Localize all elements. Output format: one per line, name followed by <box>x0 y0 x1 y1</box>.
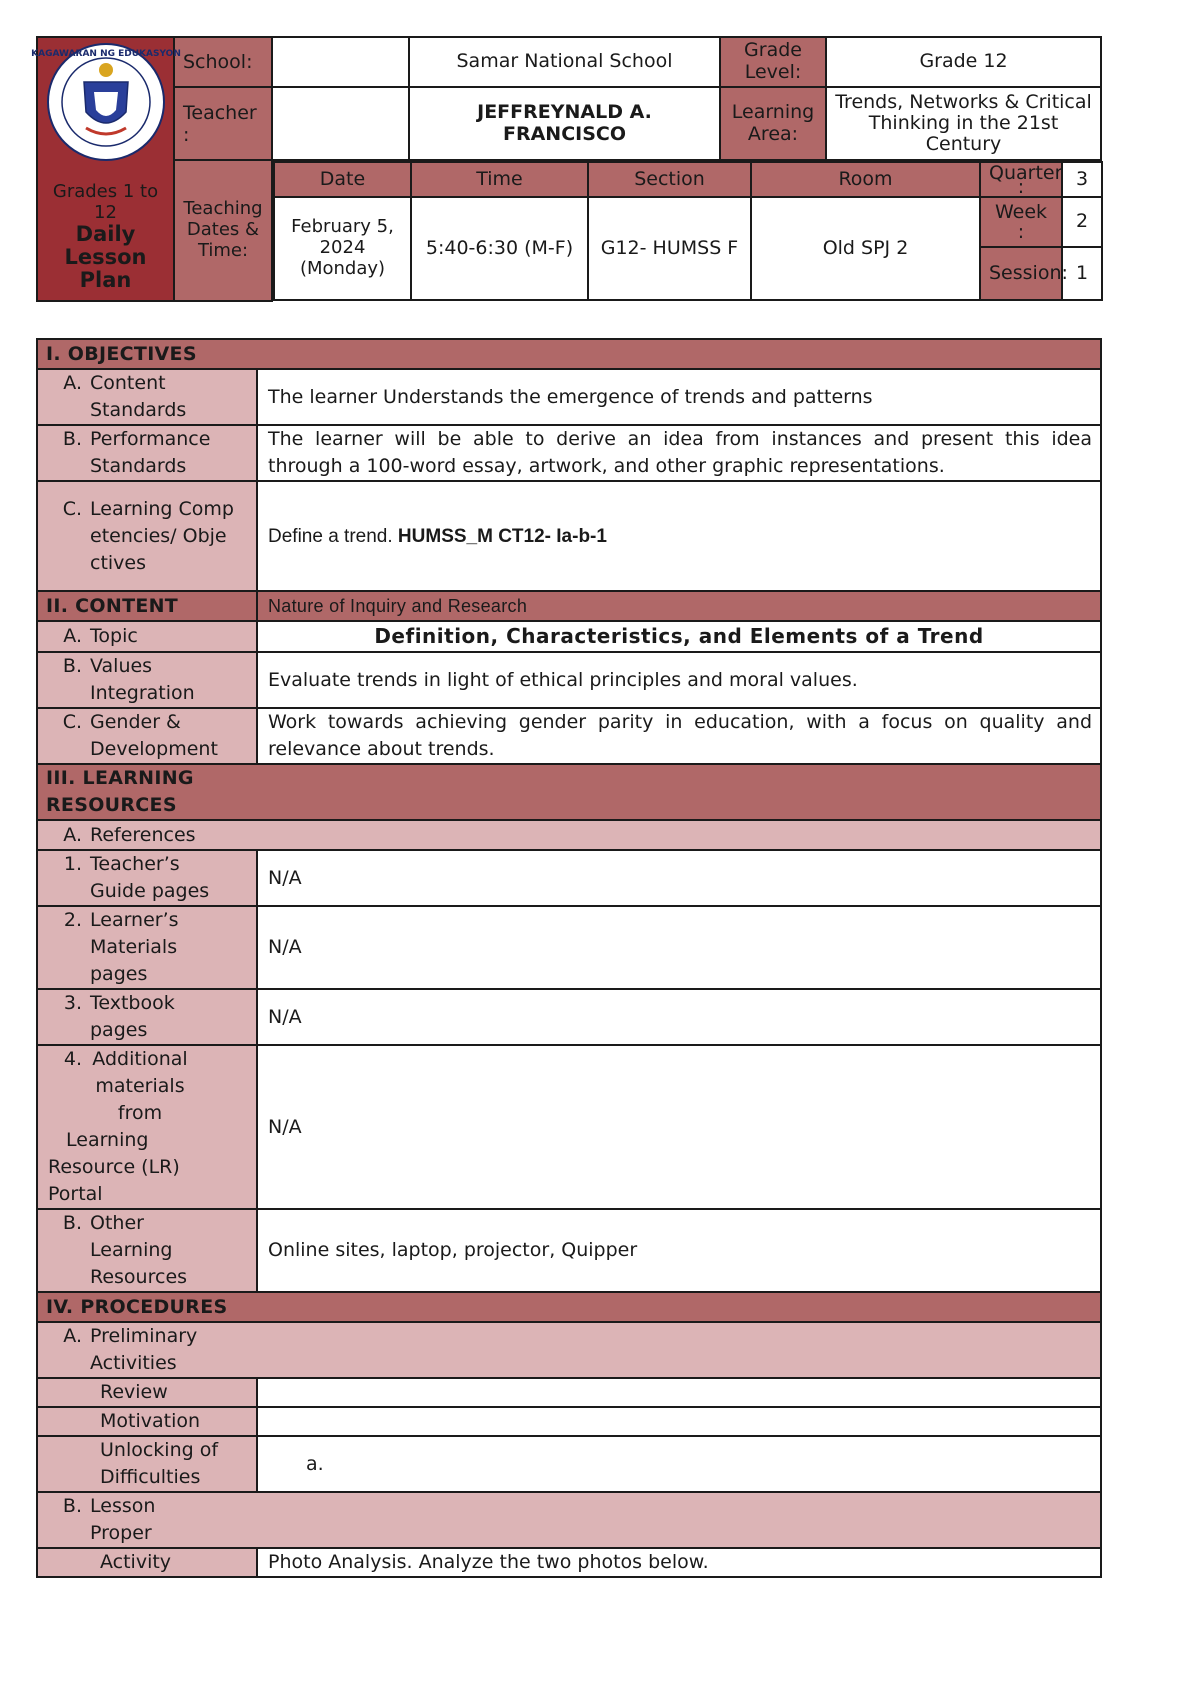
section-value: G12- HUMSS F <box>588 197 751 300</box>
deped-seal-icon <box>30 42 181 162</box>
teachers-guide-label <box>37 850 257 906</box>
label-text: Textbook pages <box>90 992 175 1041</box>
objectives-title: I. OBJECTIVES <box>37 339 1101 369</box>
label-number: 3. <box>63 992 82 1014</box>
seal-lettering: KAGAWARAN NG EDUKASYON <box>30 49 181 59</box>
label-number: C. <box>62 711 82 733</box>
resources-title-text: III. LEARNING RESOURCES <box>46 767 194 816</box>
date-header: Date <box>274 162 411 197</box>
additional-materials-label <box>37 1045 257 1209</box>
topic-value: Definition, Characteristics, and Elements of a Trend <box>257 621 1101 652</box>
learners-materials-label <box>37 906 257 989</box>
label-number: A. <box>63 625 82 647</box>
school-value <box>272 37 409 87</box>
performance-standards-value: The learner will be able to derive an idea from instances and present this idea through a 100-word essay, artwork, and other graphic representations. <box>257 425 1101 481</box>
deped-logo-cell <box>30 37 181 301</box>
content-standards-label <box>37 369 257 425</box>
review-label: Review <box>37 1378 257 1407</box>
room-value: Old SPJ 2 <box>751 197 980 300</box>
label-number: B. <box>62 428 82 450</box>
label-number: B. <box>62 1212 82 1234</box>
learning-area-label: Learning Area: <box>720 87 826 160</box>
activity-value: Photo Analysis. Analyze the two photos below. <box>257 1548 1101 1577</box>
label-number: C. <box>62 497 82 520</box>
session-value: 1 <box>1062 247 1102 300</box>
unlocking-difficulties-value: a. <box>257 1436 1101 1492</box>
teacher-value <box>272 87 409 160</box>
quarter-label: Quarter : <box>980 162 1062 197</box>
activity-label: Activity <box>37 1548 257 1577</box>
performance-standards-label <box>37 425 257 481</box>
competency-code: HUMSS_M CT12- Ia-b-1 <box>397 525 607 547</box>
week-value: 2 <box>1062 197 1102 247</box>
session-label: Session: <box>980 247 1062 300</box>
unlocking-difficulties-label: Unlocking of Difficulties <box>37 1436 257 1492</box>
gender-development-label <box>37 708 257 764</box>
label-text: Teacher’s Guide pages <box>90 853 210 902</box>
grade-level-label: Grade Level: <box>720 37 826 87</box>
room-header: Room <box>751 162 980 197</box>
content-title: II. CONTENT <box>37 591 257 621</box>
label-text: Additional materials from <box>92 1048 188 1124</box>
school-name: Samar National School <box>409 37 720 87</box>
header-table <box>30 36 1102 302</box>
learners-materials-value: N/A <box>257 906 1101 989</box>
label-text: Learning Competencies/ Objectives <box>90 497 234 574</box>
label-text: Lesson Proper <box>90 1495 156 1544</box>
section-header: Section <box>588 162 751 197</box>
preliminary-activities-label <box>37 1322 1101 1378</box>
grades-label: Grades 1 to 12 <box>52 181 159 223</box>
week-label: Week : <box>980 197 1062 247</box>
quarter-value: 3 <box>1062 162 1102 197</box>
label-number: B. <box>62 1495 82 1517</box>
time-value: 5:40-6:30 (M-F) <box>411 197 588 300</box>
content-subtitle: Nature of Inquiry and Research <box>257 591 1101 621</box>
lesson-plan-table <box>36 338 1102 1578</box>
textbook-pages-value: N/A <box>257 989 1101 1045</box>
teacher-name: JEFFREYNALD A. FRANCISCO <box>409 87 720 160</box>
content-standards-value: The learner Understands the emergence of trends and patterns <box>257 369 1101 425</box>
school-label: School: <box>174 37 272 87</box>
learning-competencies-label <box>37 481 257 591</box>
label-text: Preliminary Activities <box>90 1325 198 1374</box>
values-integration-value: Evaluate trends in light of ethical principles and moral values. <box>257 652 1101 708</box>
grade-level-value: Grade 12 <box>826 37 1101 87</box>
motivation-label: Motivation <box>37 1407 257 1436</box>
label-number: A. <box>63 1325 82 1347</box>
procedures-title: IV. PROCEDURES <box>37 1292 1101 1322</box>
review-value <box>257 1378 1101 1407</box>
lesson-proper-label <box>37 1492 1101 1548</box>
date-value: February 5, 2024 (Monday) <box>274 197 411 300</box>
teacher-label: Teacher : <box>174 87 272 160</box>
teachers-guide-value: N/A <box>257 850 1101 906</box>
references-label <box>37 820 1101 850</box>
label-text: Content Standards <box>90 372 187 421</box>
label-text: Performance Standards <box>90 428 211 477</box>
dlp-title: Daily Lesson Plan <box>64 222 147 293</box>
competency-text: Define a trend. <box>268 525 393 547</box>
label-text: Learner’s Materials pages <box>90 909 179 985</box>
label-number: B. <box>62 655 82 677</box>
values-integration-label <box>37 652 257 708</box>
topic-label <box>37 621 257 652</box>
additional-materials-value: N/A <box>257 1045 1101 1209</box>
other-resources-label <box>37 1209 257 1292</box>
label-text: Topic <box>90 625 138 647</box>
gender-development-value: Work towards achieving gender parity in education, with a focus on quality and relevance about trends. <box>257 708 1101 764</box>
schedule-table <box>273 161 1103 301</box>
schedule-cell <box>272 160 1101 301</box>
label-number: 2. <box>63 909 82 931</box>
label-text-continued: Learning Resource (LR) Portal <box>48 1129 180 1205</box>
motivation-value <box>257 1407 1101 1436</box>
label-text: Gender & Development <box>90 711 218 760</box>
textbook-pages-label <box>37 989 257 1045</box>
learning-competencies-value <box>257 481 1101 591</box>
resources-title <box>37 764 1101 820</box>
teaching-dates-label: Teaching Dates & Time: <box>174 160 272 301</box>
label-number: 4. <box>63 1048 82 1070</box>
label-text: References <box>90 823 196 846</box>
label-text: Other Learning Resources <box>90 1212 188 1288</box>
label-text: Values Integration <box>90 655 195 704</box>
label-number: A. <box>63 823 82 846</box>
label-number: 1. <box>63 853 82 875</box>
label-number: A. <box>63 372 82 394</box>
learning-area-value: Trends, Networks & Critical Thinking in the 21st Century <box>826 87 1101 160</box>
time-header: Time <box>411 162 588 197</box>
other-resources-value: Online sites, laptop, projector, Quipper <box>257 1209 1101 1292</box>
